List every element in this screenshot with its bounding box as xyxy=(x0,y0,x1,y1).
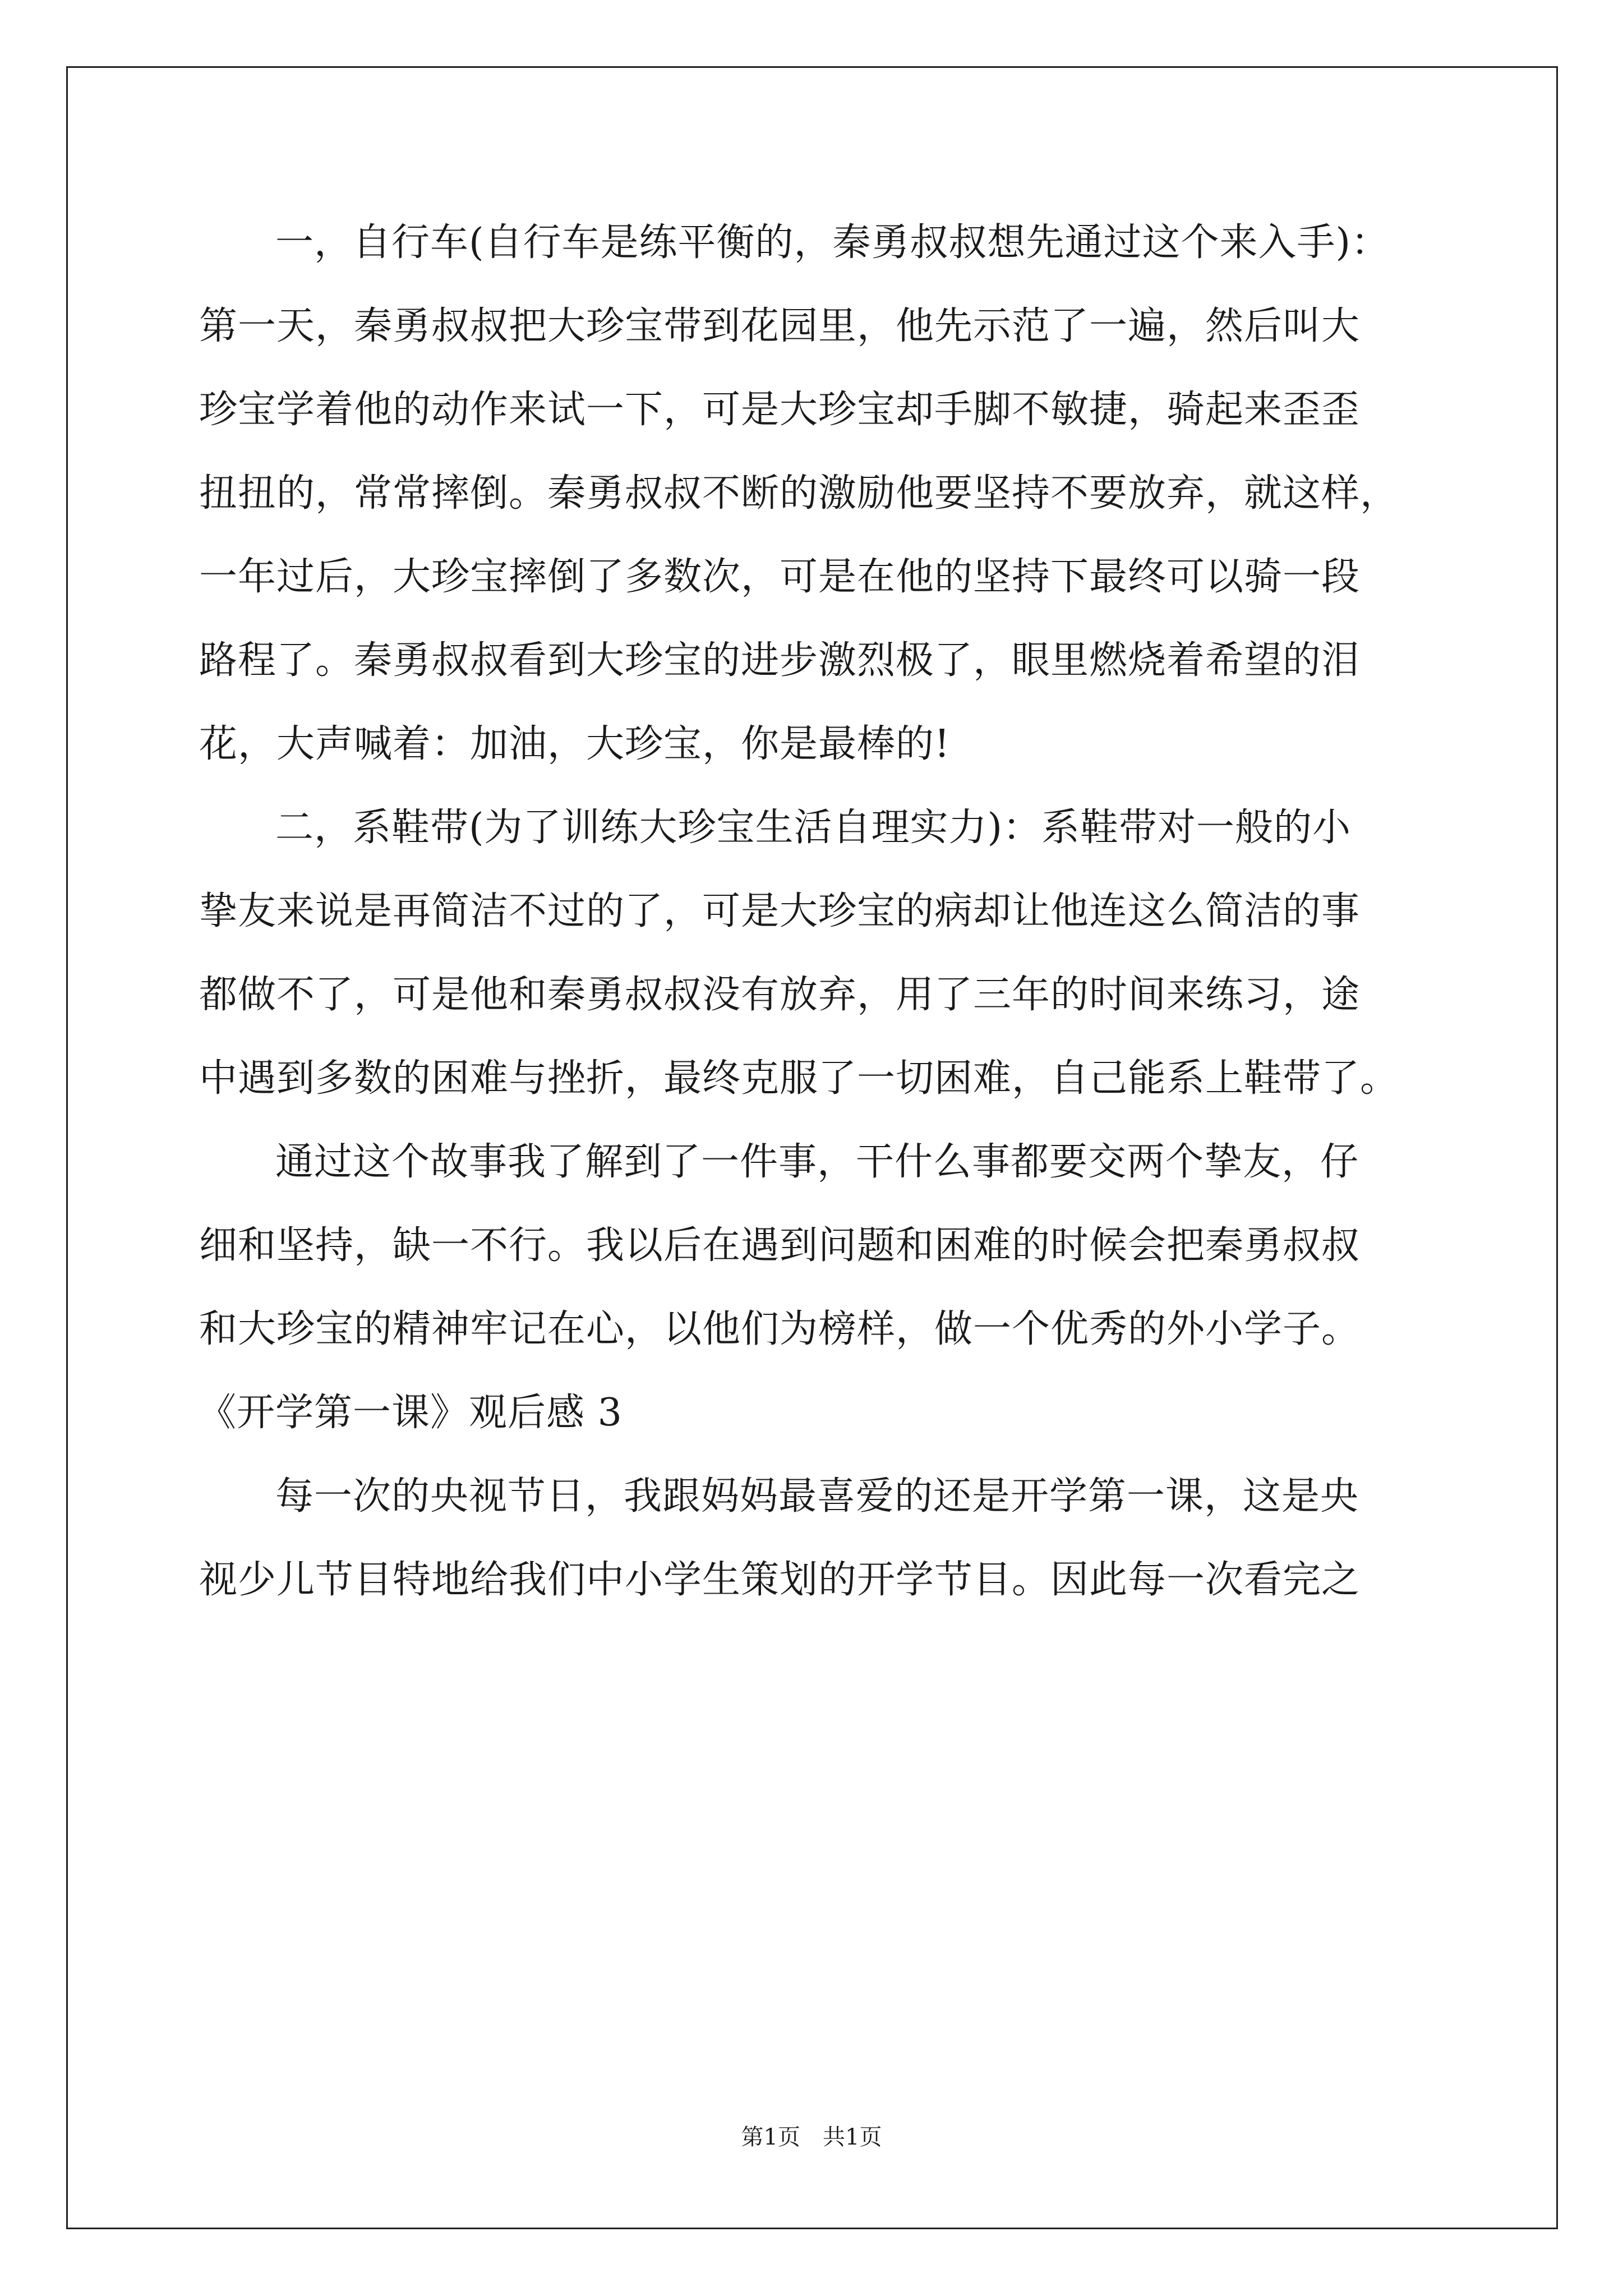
text-line: 视少儿节目特地给我们中小学生策划的开学节目。因此每一次看完之 xyxy=(199,1558,1361,1602)
section-heading: 《开学第一课》观后感 3 xyxy=(198,1391,623,1435)
text-line: 通过这个故事我了解到了一件事，干什么事都要交两个挚友，仔 xyxy=(275,1140,1359,1184)
text-line: 挚友来说是再简洁不过的了，可是大珍宝的病却让他连这么简洁的事 xyxy=(199,889,1361,933)
text-line: 每一次的央视节日，我跟妈妈最喜爱的还是开学第一课，这是央 xyxy=(275,1474,1359,1519)
text-line: 路程了。秦勇叔叔看到大珍宝的进步激烈极了，眼里燃烧着希望的泪 xyxy=(199,638,1361,683)
text-line: 都做不了，可是他和秦勇叔叔没有放弃，用了三年的时间来练习，途 xyxy=(199,973,1361,1017)
text-line: 珍宝学着他的动作来试一下，可是大珍宝却手脚不敏捷，骑起来歪歪 xyxy=(199,388,1361,432)
page-number: 第1页 xyxy=(741,2124,800,2150)
page-footer xyxy=(0,2123,1623,2151)
text-line: 第一天，秦勇叔叔把大珍宝带到花园里，他先示范了一遍，然后叫大 xyxy=(199,304,1361,348)
text-line: 扭扭的，常常摔倒。秦勇叔叔不断的激励他要坚持不要放弃，就这样， xyxy=(199,471,1399,516)
text-line: 花，大声喊着：加油，大珍宝，你是最棒的! xyxy=(199,722,951,766)
text-line: 一，自行车(自行车是练平衡的，秦勇叔叔想先通过这个来入手)： xyxy=(275,220,1390,265)
text-line: 一年过后，大珍宝摔倒了多数次，可是在他的坚持下最终可以骑一段 xyxy=(199,555,1361,599)
text-line: 细和坚持，缺一不行。我以后在遇到问题和困难的时候会把秦勇叔叔 xyxy=(199,1223,1361,1268)
page-total: 共1页 xyxy=(823,2124,882,2150)
text-line: 和大珍宝的精神牢记在心，以他们为榜样，做一个优秀的外小学子。 xyxy=(199,1307,1361,1351)
text-line: 中遇到多数的困难与挫折，最终克服了一切困难，自己能系上鞋带了。 xyxy=(199,1056,1399,1101)
text-line: 二，系鞋带(为了训练大珍宝生活自理实力)：系鞋带对一般的小 xyxy=(275,806,1352,850)
